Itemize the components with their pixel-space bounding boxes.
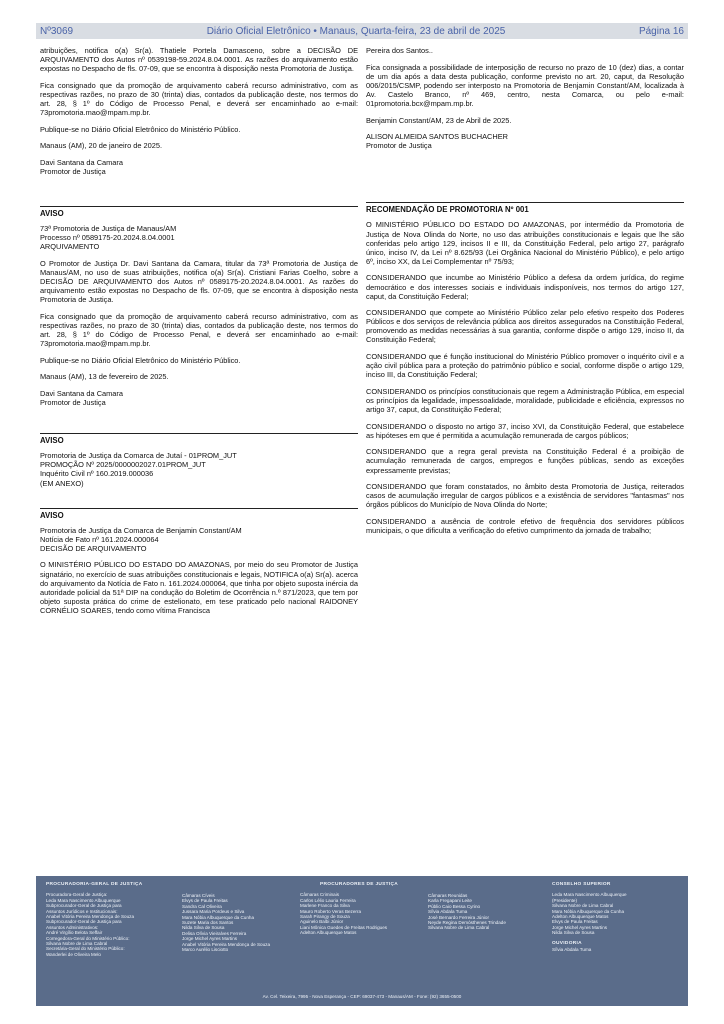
footer-line: Sílvia Abdala Tuma [428, 909, 468, 915]
footer-line: Subprocurador-Geral de Justiça para [46, 919, 122, 925]
footer-pj [300, 882, 398, 936]
footer-line: Adelton Albuquerque Matos [300, 930, 357, 936]
footer-line: (Presidente) [552, 897, 578, 903]
signature-name: Davi Santana da Camara [40, 388, 123, 398]
footer-line: Karla Fregapani Leite [428, 898, 472, 904]
paragraph: Fica consignado que da promoção de arquivamento caberá recurso administrativo, com as respectivas razões, no prazo de 30 (trinta) dias, contados da publicação deste, nos termos do art. 28, § 1º do Código de Processo Penal, e deverá ser encaminhado ao e-mail: 73promotoria.mao@mpam.mp.br. [40, 80, 358, 118]
paragraph: Manaus (AM), 20 de janeiro de 2025. [40, 141, 163, 151]
footer-list [46, 892, 143, 957]
footer-line: Anabel Vitória Pereira Mendonça de Souza [46, 914, 135, 920]
footer-heading: CONSELHO SUPERIOR [552, 882, 611, 887]
footer-line: Leda Mara Nascimento Albuquerque [46, 897, 121, 903]
footer-line: Aguinelo Balbi Júnior [300, 919, 344, 925]
footer-line: Adelton Albuquerque Matos [552, 914, 609, 920]
signature-role: Promotor de Justiça [366, 141, 432, 151]
footer-cs [552, 882, 627, 952]
paragraph: O Promotor de Justiça Dr. Davi Santana da Camara, titular da 73ª Promotoria de Justiça de Manaus/AM, no uso de suas atribuições, notifica o(a) Sr(a). Cristiani Farias Coelho, sobre a DECISÃO DE ARQUIVAMENTO dos Autos nº 0589175-20.2024.8.04.0001. As razões do arquivamento estão expostas no Despacho de fls. 07-09, que se encontra à disposição nesta Promotoria de Justiça. [40, 258, 358, 305]
footer-camaras-civeis [182, 893, 270, 952]
footer-address: Av. Cel. Teixeira, 7995 - Nova Esperança - CEP: 69037-473 - Manaus/AM - Fone: (92) 3655-0500 [262, 994, 462, 999]
footer-line: Silvana Nobre de Lima Cabral [428, 925, 490, 931]
signature-role: Promotor de Justiça [40, 398, 106, 408]
footer-camaras-reunidas [428, 893, 506, 931]
footer-line: Mara Nóbia Albuquerque da Cunha [552, 908, 625, 914]
paragraph: O MINISTÉRIO PÚBLICO DO ESTADO DO AMAZONAS, por intermédio da Promotoria de Justiça de Nova Olinda do Norte, no uso das atribuições constitucionais e legais que lhe são conferidas pelo artigo 129, incisos II e III, da Constituição Federal, pelo artigo 27, parágrafo único, inciso IV, da Lei nº 8.625/93 (Lei Orgânica Nacional do Ministério Público), e pelo artigo 6º, inciso XX, da Lei Complementar nº 75/93; [366, 220, 684, 266]
footer-line: Câmaras Criminais [300, 892, 340, 898]
footer-line: Câmaras Reunidas [428, 893, 468, 898]
aviso-line: (EM ANEXO) [40, 478, 84, 488]
aviso-line: ARQUIVAMENTO [40, 242, 100, 252]
paragraph: Manaus (AM), 13 de fevereiro de 2025. [40, 372, 169, 382]
footer-line: Câmaras Cíveis [182, 893, 215, 898]
aviso-line: Promotoria de Justiça da Comarca de Benjamin Constant/AM [40, 525, 242, 535]
aviso-line: Inquérito Civil nº 160.2019.000036 [40, 469, 154, 479]
paragraph: CONSIDERANDO a ausência de controle efetivo de frequência dos servidores públicos municipais, o que dificulta a verificação do efetivo cumprimento da jornada de trabalho; [366, 516, 684, 535]
footer-line: Assuntos Jurídicos e Institucionais: [46, 908, 118, 914]
aviso-line: Processo nº 0589175-20.2024.8.04.0001 [40, 233, 175, 243]
right-column [366, 46, 684, 543]
footer-line: Delisa Olívia Vieiralves Ferreira [182, 930, 247, 936]
footer-line: Secretária-Geral do Ministério Público: [46, 946, 125, 952]
aviso-line: Promotoria de Justiça da Comarca de Jutaí - 01PROM_JUT [40, 451, 237, 461]
left-column [40, 46, 358, 623]
footer-line: Elvys de Paula Freitas [182, 898, 228, 904]
footer-line: Neyde Regina Demósthenes Trindade [428, 920, 506, 926]
footer-heading: PROCURADORES DE JUSTIÇA [320, 882, 399, 887]
footer-line: Corregedora-Geral do Ministério Público: [46, 935, 130, 941]
aviso-line: DECISÃO DE ARQUIVAMENTO [40, 543, 147, 553]
section-heading-recomendacao: RECOMENDAÇÃO DE PROMOTORIA Nº 001 [366, 202, 684, 214]
footer-line: Liani Mônica Guedes de Freitas Rodrigues [300, 924, 388, 930]
footer-list [300, 892, 398, 935]
paragraph: CONSIDERANDO que incumbe ao Ministério Público a defesa da ordem jurídica, do regime democrático e dos interesses sociais e individuais indisponíveis, nos termos do artigo 127, caput, da Constituição Federal; [366, 273, 684, 301]
footer-line: Carlos Lélio Lauria Ferreira [300, 897, 356, 903]
footer-line: Marlene Franco da Silva [300, 903, 350, 909]
footer-line: Jorge Michel Ayres Martins [552, 924, 608, 930]
paragraph: Pereira dos Santos.. [366, 46, 433, 55]
page-number: Página 16 [638, 25, 684, 37]
section-heading-aviso: AVISO [40, 433, 358, 445]
paragraph: CONSIDERANDO o disposto no artigo 37, inciso XVI, da Constituição Federal, que estabelece as hipóteses em que é permitida a acumulação remunerada de cargos públicos; [366, 421, 684, 440]
footer-line: José Bernardo Ferreira Júnior [428, 914, 490, 920]
footer-line: Assuntos Administrativos: [46, 924, 99, 930]
paragraph: Fica consignada a possibilidade de interposição de recurso no prazo de 10 (dez) dias, a contar de um dia após a data desta publicação, conforme previsto no art. 20, caput, da Resolução 006/2015/CSMP, podendo ser interposto na Promotoria de Benjamin Constant/AM, localizada à Av. Castelo Branco, nº 469, centro, nesta Comarca, ou pelo e-mail: 01promotoria.bcx@mpam.mp.br. [366, 62, 684, 108]
aviso-line: 73ª Promotoria de Justiça de Manaus/AM [40, 224, 177, 234]
footer-line: Anabel Vitória Pereira Mendonça de Souza [182, 941, 271, 947]
paragraph: Publique-se no Diário Oficial Eletrônico do Ministério Público. [40, 355, 241, 365]
footer-line: Suzete Maria dos Santos [182, 920, 234, 926]
footer-line: Jussara Maria Pordeus e Silva [182, 909, 245, 915]
footer-line: Jorge Michel Ayres Martins [182, 936, 238, 942]
footer-line: Sarah Pirangy de Souza [300, 914, 350, 920]
section-heading-aviso: AVISO [40, 508, 358, 520]
signature-name: Davi Santana da Camara [40, 157, 123, 167]
footer-line: Elvys de Paula Freitas [552, 919, 598, 925]
paragraph: atribuições, notifica o(a) Sr(a). Thatiele Portela Damasceno, sobre a DECISÃO DE ARQUIVAMENTO dos Autos nº 0539198-59.2024.8.04.0001. As razões do arquivamento estão expostas no Despacho de fls. 07-09, que se encontra à disposição nesta Promotoria de Justiça. [40, 46, 358, 74]
footer-list [182, 893, 270, 952]
footer-line: Sílvia Abdala Tuma [552, 947, 592, 953]
paragraph: Benjamin Constant/AM, 23 de Abril de 2025. [366, 115, 512, 125]
footer-line: Mara Nóbia Albuquerque da Cunha [182, 914, 255, 920]
footer-line: Silvana Nobre de Lima Cabral [552, 903, 614, 909]
section-heading-aviso: AVISO [40, 206, 358, 218]
paragraph: CONSIDERANDO os princípios constitucionais que regem a Administração Pública, em especial os princípios da legalidade, impessoalidade, moralidade, publicidade e eficiência, expressos no artigo 37, caput, da Constituição Federal; [366, 386, 684, 415]
paragraph: CONSIDERANDO que a regra geral prevista na Constituição Federal é a proibição de acumulação remunerada de cargos, empregos e funções públicas, sendo as exceções expressamente previstas; [366, 447, 684, 475]
footer-line: André Virgílio Belota Seffair [46, 930, 103, 936]
header-title: Diário Oficial Eletrônico • Manaus, Quarta-feira, 23 de abril de 2025 [206, 25, 506, 37]
aviso-line: PROMOÇÃO Nº 2025/0000002027.01PROM_JUT [40, 460, 206, 470]
footer-list [552, 892, 627, 935]
footer-line: Leda Mara Nascimento Albuquerque [552, 892, 627, 898]
footer-pgj [46, 882, 143, 957]
paragraph: Publique-se no Diário Oficial Eletrônico do Ministério Público. [40, 124, 241, 134]
paragraph: CONSIDERANDO que é função institucional do Ministério Público promover o inquérito civil e a ação civil pública para a proteção do patrimônio público e social, conforme dispõe o artigo 129, inciso III, da Constituição Federal; [366, 352, 684, 380]
footer-line: Nilda Silva de Sousa [182, 925, 225, 931]
paragraph: O MINISTÉRIO PÚBLICO DO ESTADO DO AMAZONAS, por meio do seu Promotor de Justiça signatário, no exercício de suas atribuições constitucionais e legais, NOTIFICA o(a) Sr(a). acerca do arquivamento da Notícia de Fato n. 161.2024.000064, que tinha por objeto suposta inércia da autoridade policial da 51ª DIP na condução do Boletim de Ocorrência n.º 871/2023, que tem por objeto suposta prática do crime de estelionato, em tese praticado pelo nacional RAIDONEY CORNÉLIO SOARES, tendo como vítima Francisca [40, 560, 358, 615]
signature-role: Promotor de Justiça [40, 166, 106, 176]
footer-line: Wanderlei de Oliveira Melo [46, 951, 101, 957]
footer-panel [36, 876, 688, 1006]
footer-list [428, 893, 506, 931]
aviso-line: Notícia de Fato nº 161.2024.000064 [40, 534, 159, 544]
page-header [36, 23, 688, 39]
footer-line: Nilda Silva de Sousa [552, 930, 595, 936]
footer-line: Mauro Roberto Veras Bezerra [300, 908, 362, 914]
edition-number: Nº3069 [40, 25, 74, 37]
footer-heading: OUVIDORIA [552, 940, 582, 946]
paragraph: CONSIDERANDO que foram constatados, no âmbito desta Promotoria de Justiça, reiterados casos de acumulação irregular de cargos públicos e a existência de servidores "fantasmas" nos órgãos públicos do Município de Nova Olinda do Norte; [366, 482, 684, 510]
footer-line: Silvana Nobre de Lima Cabral [46, 941, 108, 947]
footer-line: Sandra Cal Oliveira [182, 903, 222, 909]
paragraph: Fica consignado que da promoção de arquivamento caberá recurso administrativo, com as respectivas razões, no prazo de 30 (trinta) dias, contados da publicação deste, nos termos do art. 28, § 1º do Código de Processo Penal, e deverá ser encaminhado ao e-mail: 73promotoria.mao@mpam.mp.br. [40, 311, 358, 349]
footer-line: Subprocurador-Geral de Justiça para [46, 903, 122, 909]
footer-line: Públio Caio Bessa Cyrino [428, 903, 481, 909]
footer-heading: PROCURADORIA-GERAL DE JUSTIÇA [46, 882, 143, 887]
signature-name: ALISON ALMEIDA SANTOS BUCHACHER [366, 132, 508, 142]
paragraph: CONSIDERANDO que compete ao Ministério Público zelar pelo efetivo respeito dos Poderes Públicos e dos serviços de relevância pública aos direitos assegurados na Constituição Federal, promovendo as medidas necessárias à sua garantia, conforme dispõe o artigo 129, inciso II, da Constituição Federal; [366, 308, 684, 345]
footer-line: Procuradora-Geral de Justiça: [46, 892, 108, 898]
footer-line: Marco Aurélio Lisciotto [182, 947, 229, 953]
